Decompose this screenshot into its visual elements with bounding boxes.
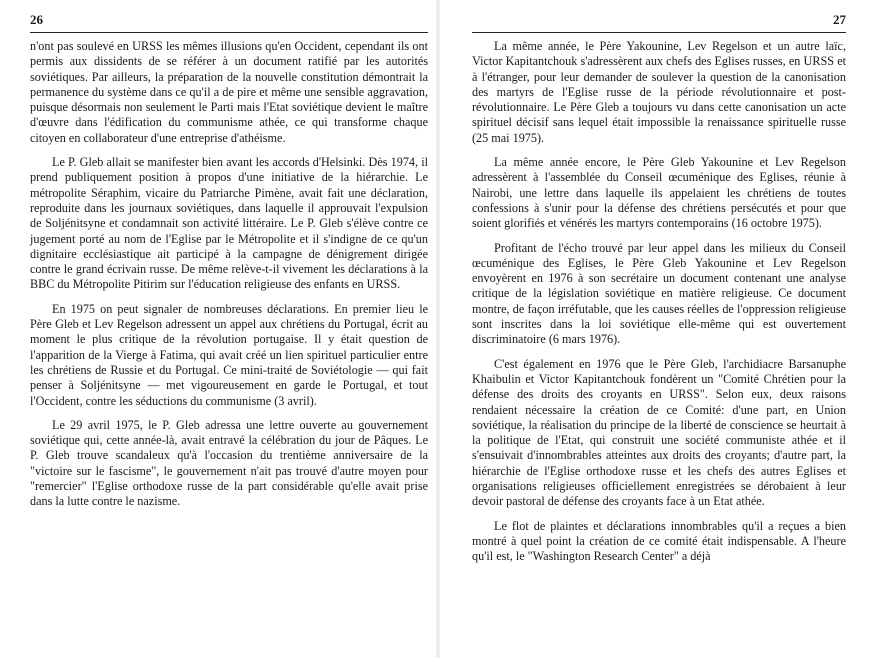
right-paragraph-5: Le flot de plaintes et déclarations innombrables qu'il a reçues a bien montré à quel point la création de ce comité était indispensable. A l'heure qu'il est, le "Washington Research Center" a déjà — [472, 518, 846, 564]
left-paragraph-1: n'ont pas soulevé en URSS les mêmes illusions qu'en Occident, cependant ils ont permis aux dissidents de se référer à un document ratifié par les autorités soviétiques. Par ailleurs, la préparation de la nouvelle constitution démontrait la permanence du système dans ce qu'il a de pire et même une sensible aggravation, puisque désormais non seulement le Parti mais l'Etat soviétique devient le maître d'œuvre dans l'édification du communisme athée, ce qui transforme chaque citoyen en collaborateur d'une entreprise d'athéisme. — [30, 39, 428, 145]
right-page-header — [472, 8, 846, 33]
left-paragraph-2: Le P. Gleb allait se manifester bien avant les accords d'Helsinki. Dès 1974, il prend publiquement position à propos d'une initiative de la hiérarchie. Le métropolite Séraphim, vicaire du Patriarche Pimène, avait fait une déclaration, reproduite dans les journaux soviétiques, dans laquelle il approuvait l'expulsion de Soljénitsyne et condamnait son activité littéraire. Le P. Gleb s'élève contre ce jugement porté au nom de l'Eglise par le Métropolite et il s'indigne de ce qu'un dignitaire ecclésiastique ait participé à la campagne de dénigrement dirigée contre le grand écrivain russe. De même relève-t-il vivement les déclarations à la BBC du Métropolite Pitirim sur l'éducation religieuse des enfants en URSS. — [30, 155, 428, 292]
right-page — [438, 0, 876, 658]
right-page-number: 27 — [833, 12, 846, 27]
left-page-header — [30, 8, 428, 33]
left-paragraph-4: Le 29 avril 1975, le P. Gleb adressa une lettre ouverte au gouvernement soviétique qui, cette année-là, avait entravé la célébration du jour de Pâques. Le P. Gleb trouve scandaleux qu'à l'occasion du trentième anniversaire de la "victoire sur le fascisme", le gouvernement n'ait pas trouvé d'autre moyen pour "remercier" l'Eglise orthodoxe russe de la part considérable qu'elle avait prise dans la lutte contre le nazisme. — [30, 417, 428, 509]
right-paragraph-1: La même année, le Père Yakounine, Lev Regelson et un autre laïc, Victor Kapitantchouk s'adressèrent aux chefs des Eglises russes, en URSS et à l'étranger, pour leur demander de soulever la question de la canonisation des martyrs de l'Eglise russe de la période révolutionnaire et post-révolutionnaire. Le Père Gleb a toujours vu dans cette canonisation un acte spirituel décisif sans lequel était impossible la renaissance spirituelle russe (25 mai 1975). — [472, 39, 846, 145]
left-page-number: 26 — [30, 12, 43, 27]
right-paragraph-2: La même année encore, le Père Gleb Yakounine et Lev Regelson adressèrent à l'assemblée du Conseil œcuménique des Eglises, réunie à Nairobi, une lettre dans laquelle ils appelaient les chrétiens de toutes confessions à s'unir pour la défense des chrétiens persécutés et pour que soient glorifiés et vénérés les martyrs contemporains (16 octobre 1975). — [472, 155, 846, 231]
left-paragraph-3: En 1975 on peut signaler de nombreuses déclarations. En premier lieu le Père Gleb et Lev Regelson adressent un appel aux chrétiens du Portugal, écrit au moment le plus critique de la révolution portugaise. Il y était question de l'apparition de la Vierge à Fatima, qui avait créé un lien spirituel particulier entre les chrétiens de Russie et du Portugal. Ce mini-traité de Soviétologie — qui fait penser à Soljénitsyne — met vigoureusement en garde le Portugal, et tout l'Occident, contre les séductions du communisme (3 avril). — [30, 301, 428, 408]
right-paragraph-4: C'est également en 1976 que le Père Gleb, l'archidiacre Barsanuphe Khaibulin et Victor Kapitantchouk fondèrent un "Comité Chrétien pour la défense des droits des croyants en URSS". Selon eux, deux raisons rendaient nécessaire la création de ce Comité: d'une part, en Union soviétique, la réalisation du principe de la liberté de conscience se heurtait à la politique de l'Etat, qui construit une société communiste athée et il s'ensuivait d'innombrables atteintes aux droits des croyants; d'autre part, la hiérarchie de l'Eglise orthodoxe russe et les chefs des autres Eglises et organisations religieuses officiellement enregistrées se dérobaient à leur devoir pastoral de défense des croyants face à un Etat athée. — [472, 356, 846, 509]
right-paragraph-3: Profitant de l'écho trouvé par leur appel dans les milieux du Conseil œcuménique des Eglises, le Père Gleb Yakounine et Lev Regelson envoyèrent en 1976 à son secrétaire un document contenant une analyse critique de la législation soviétique en matière religieuse. Ce document montre, de façon irréfutable, que les causes réelles de l'oppression religieuse sont inscrites dans la loi soviétique elle-même qui est ouvertement discriminatoire (6 mars 1976). — [472, 240, 846, 347]
